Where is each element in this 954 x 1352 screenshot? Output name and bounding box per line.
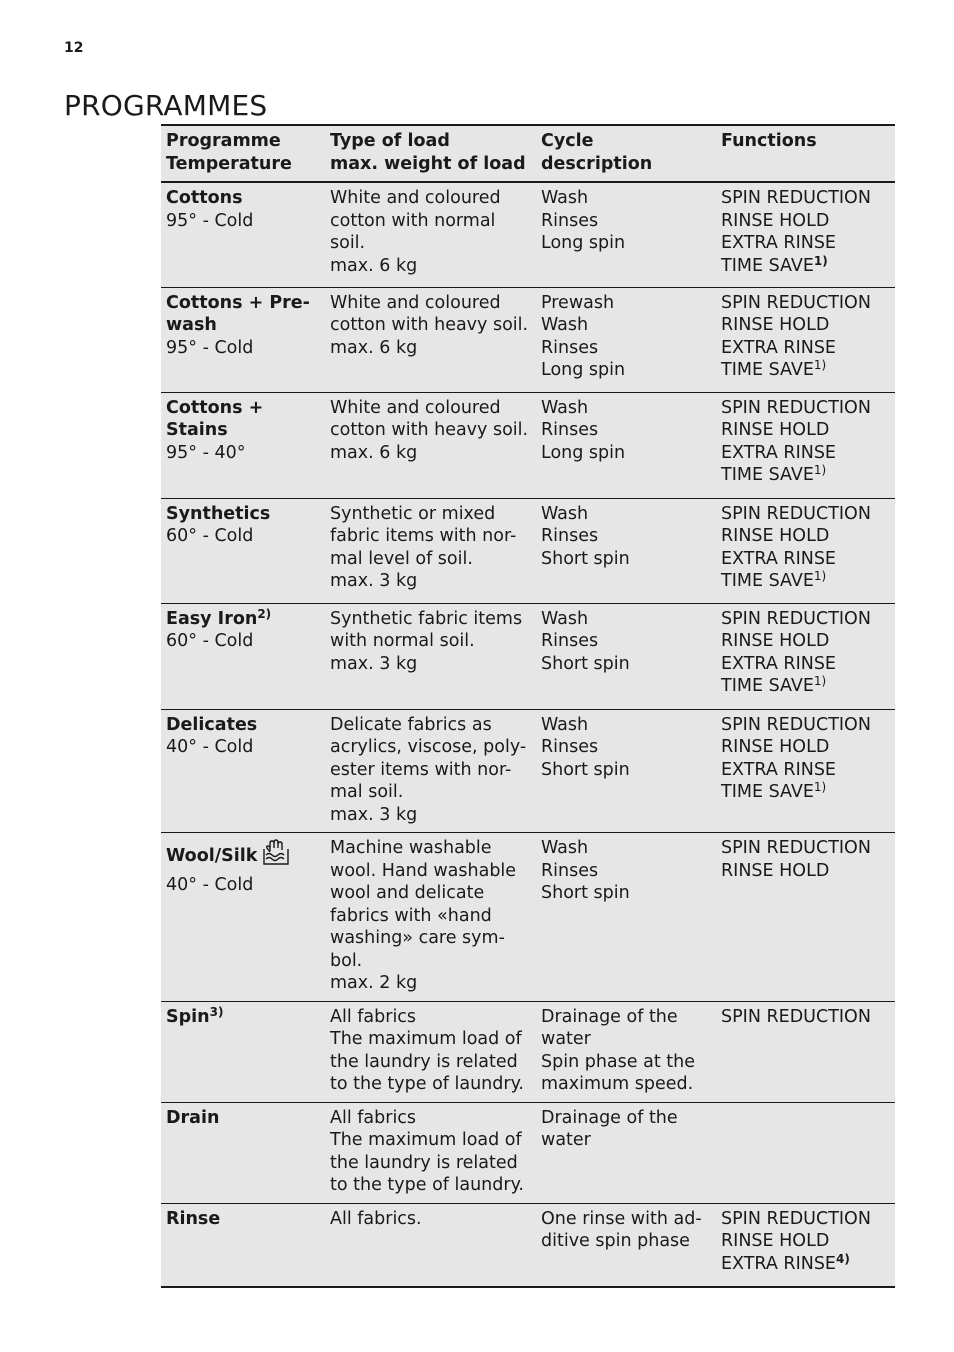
load-cell <box>325 603 536 709</box>
page-title: PROGRAMMES <box>64 88 268 122</box>
temperature-range: 95° - Cold <box>166 210 254 231</box>
programme-name <box>166 187 321 210</box>
cycle-step: Rinses <box>541 526 599 546</box>
cycle-cell <box>536 392 716 498</box>
function-name <box>721 1253 891 1276</box>
load-text: bol. <box>330 950 363 971</box>
function-name-text: RINSE HOLD <box>721 420 830 440</box>
function-name <box>721 1006 891 1029</box>
load-text: fabrics with «hand <box>330 905 492 926</box>
programme-cell <box>161 287 325 392</box>
load-text: acrylics, viscose, poly- <box>330 737 527 757</box>
cycle-step: One rinse with ad- <box>541 1208 702 1229</box>
programme-name <box>166 714 321 737</box>
load-text: White and coloured <box>330 397 501 418</box>
load-text: max. 2 kg <box>330 973 418 993</box>
cycle-step: water <box>541 1029 591 1049</box>
functions-cell <box>716 182 895 287</box>
function-name <box>721 232 891 255</box>
cycle-step: Long spin <box>541 442 626 463</box>
functions-cell <box>716 603 895 709</box>
load-text: The maximum load of <box>330 1029 522 1049</box>
cycle-step: Rinses <box>541 420 599 440</box>
function-name-text: TIME SAVE <box>721 571 814 591</box>
function-name-text: EXTRA RINSE <box>721 1253 836 1274</box>
footnote-marker: 1) <box>813 674 827 688</box>
programme-cell <box>161 182 325 287</box>
programme-name-text: Spin <box>166 1006 210 1027</box>
programme-name <box>166 837 321 874</box>
load-text: wool and delicate <box>330 883 485 903</box>
function-name <box>721 1230 891 1253</box>
cycle-step: Wash <box>541 397 589 418</box>
header-text: Type of load <box>330 131 450 151</box>
load-text: cotton with normal <box>330 210 496 231</box>
table-row <box>161 603 895 709</box>
cycle-step: Rinses <box>541 337 599 358</box>
programme-cell <box>161 709 325 833</box>
load-text: max. 3 kg <box>330 804 418 825</box>
functions-cell <box>716 833 895 1002</box>
load-text: Machine washable <box>330 838 492 858</box>
load-text: fabric items with nor- <box>330 526 517 546</box>
cycle-cell <box>536 182 716 287</box>
cycle-step: Short spin <box>541 759 630 780</box>
cycle-step: Short spin <box>541 548 630 569</box>
function-name-text: EXTRA RINSE <box>721 548 836 569</box>
header-text: Functions <box>721 131 817 151</box>
load-text: with normal soil. <box>330 631 475 651</box>
footnote-marker: 1) <box>813 463 827 477</box>
programme-name <box>166 314 321 337</box>
function-name <box>721 210 891 233</box>
function-name-text: RINSE HOLD <box>721 860 830 881</box>
load-cell <box>325 833 536 1002</box>
table-row <box>161 1102 895 1203</box>
function-name <box>721 397 891 420</box>
load-text: Synthetic or mixed <box>330 503 496 524</box>
programme-cell <box>161 1001 325 1102</box>
temperature-range: 95° - Cold <box>166 337 254 358</box>
cycle-step: Rinses <box>541 631 599 651</box>
temperature-range: 40° - Cold <box>166 874 254 895</box>
load-text: washing» care sym- <box>330 928 505 948</box>
programme-name-text: Delicates <box>166 714 258 735</box>
footnote-marker: 2) <box>257 606 272 621</box>
function-name <box>721 359 891 382</box>
footnote-marker: 4) <box>836 1251 850 1266</box>
header-text: description <box>541 153 653 174</box>
function-name <box>721 714 891 737</box>
function-name <box>721 860 891 883</box>
cycle-cell <box>536 709 716 833</box>
temperature-range: 40° - Cold <box>166 737 254 757</box>
function-name <box>721 255 891 278</box>
load-text: All fabrics. <box>330 1208 422 1229</box>
cycle-step: Wash <box>541 714 589 735</box>
hand-wash-icon <box>261 837 291 874</box>
programme-name-text: Cottons <box>166 188 243 208</box>
programme-name-text: Cottons + <box>166 397 264 418</box>
load-text: max. 6 kg <box>330 255 418 276</box>
function-name-text: SPIN REDUCTION <box>721 503 871 524</box>
programme-cell <box>161 392 325 498</box>
footnote-marker: 3) <box>209 1004 224 1019</box>
cycle-cell <box>536 287 716 392</box>
load-cell <box>325 287 536 392</box>
load-cell <box>325 1001 536 1102</box>
function-name <box>721 548 891 571</box>
load-text: the laundry is related <box>330 1152 518 1173</box>
table-body <box>161 182 895 1287</box>
load-text: mal soil. <box>330 782 404 802</box>
function-name <box>721 653 891 676</box>
programme-cell <box>161 498 325 603</box>
temperature-range: 60° - Cold <box>166 631 254 651</box>
cycle-step: Long spin <box>541 233 626 253</box>
load-text: wool. Hand washable <box>330 860 517 881</box>
function-name-text: EXTRA RINSE <box>721 653 836 674</box>
table-row <box>161 833 895 1002</box>
function-name <box>721 187 891 210</box>
load-text: max. 3 kg <box>330 571 418 591</box>
functions-cell <box>716 392 895 498</box>
load-cell <box>325 182 536 287</box>
cycle-step: Long spin <box>541 360 626 380</box>
function-name-text: EXTRA RINSE <box>721 442 836 463</box>
function-name-text: SPIN REDUCTION <box>721 1006 871 1027</box>
programme-name <box>166 419 321 442</box>
functions-cell <box>716 1203 895 1287</box>
function-name-text: EXTRA RINSE <box>721 759 836 780</box>
load-text: soil. <box>330 233 366 253</box>
function-name-text: SPIN REDUCTION <box>721 838 871 858</box>
load-text: max. 6 kg <box>330 442 418 463</box>
function-name-text: RINSE HOLD <box>721 210 830 231</box>
load-text: to the type of laundry. <box>330 1175 524 1195</box>
load-text: White and coloured <box>330 188 501 208</box>
footnote-marker: 1) <box>813 569 827 583</box>
page-number: 12 <box>64 40 84 56</box>
programme-name-text: Drain <box>166 1107 220 1128</box>
programme-name <box>166 1006 321 1029</box>
function-name <box>721 736 891 759</box>
programme-cell <box>161 833 325 1002</box>
function-name-text: TIME SAVE <box>721 465 814 485</box>
function-name-text: EXTRA RINSE <box>721 337 836 358</box>
programme-name-text: Synthetics <box>166 503 271 524</box>
function-name <box>721 464 891 487</box>
load-text: Delicate fabrics as <box>330 714 492 735</box>
programme-cell <box>161 1203 325 1287</box>
table-row <box>161 1203 895 1287</box>
function-name <box>721 1208 891 1231</box>
load-text: Synthetic fabric items <box>330 608 523 629</box>
function-name <box>721 314 891 337</box>
function-name-text: RINSE HOLD <box>721 315 830 335</box>
table-row <box>161 1001 895 1102</box>
cycle-step: maximum speed. <box>541 1074 694 1094</box>
function-name <box>721 337 891 360</box>
cycle-step: Wash <box>541 188 589 208</box>
temperature-range: 95° - 40° <box>166 442 246 463</box>
cycle-step: Short spin <box>541 883 630 903</box>
header-load <box>325 125 536 182</box>
cycle-cell <box>536 1001 716 1102</box>
function-name <box>721 608 891 631</box>
function-name-text: TIME SAVE <box>721 360 814 380</box>
programme-name-text: wash <box>166 315 217 335</box>
header-functions <box>716 125 895 182</box>
load-text: to the type of laundry. <box>330 1074 524 1094</box>
programme-name <box>166 397 321 420</box>
cycle-step: water <box>541 1130 591 1150</box>
footnote-marker: 1) <box>813 780 827 794</box>
function-name-text: SPIN REDUCTION <box>721 1208 871 1229</box>
function-name <box>721 630 891 653</box>
header-text: Cycle <box>541 131 594 151</box>
programme-name <box>166 292 321 315</box>
load-cell <box>325 1203 536 1287</box>
function-name-text: SPIN REDUCTION <box>721 714 871 735</box>
function-name-text: SPIN REDUCTION <box>721 188 871 208</box>
function-name-text: SPIN REDUCTION <box>721 397 871 418</box>
cycle-step: Wash <box>541 838 589 858</box>
load-text: max. 6 kg <box>330 337 418 358</box>
temperature-range: 60° - Cold <box>166 526 254 546</box>
cycle-cell <box>536 833 716 1002</box>
function-name <box>721 759 891 782</box>
programme-cell <box>161 603 325 709</box>
load-cell <box>325 392 536 498</box>
table-row <box>161 498 895 603</box>
functions-cell <box>716 287 895 392</box>
load-text: White and coloured <box>330 292 501 313</box>
programme-name-text: Wool/Silk <box>166 846 258 866</box>
function-name-text: TIME SAVE <box>721 676 814 696</box>
cycle-cell <box>536 1102 716 1203</box>
table-row <box>161 182 895 287</box>
cycle-step: Wash <box>541 503 589 524</box>
programme-name-text: Cottons + Pre- <box>166 292 310 313</box>
programme-name <box>166 503 321 526</box>
cycle-step: Prewash <box>541 292 615 313</box>
load-text: mal level of soil. <box>330 548 473 569</box>
function-name <box>721 675 891 698</box>
function-name-text: RINSE HOLD <box>721 737 830 757</box>
load-cell <box>325 1102 536 1203</box>
cycle-cell <box>536 603 716 709</box>
cycle-step: Wash <box>541 315 589 335</box>
table-header-row <box>161 125 895 182</box>
cycle-cell <box>536 498 716 603</box>
load-text: ester items with nor- <box>330 759 512 780</box>
function-name-text: RINSE HOLD <box>721 1231 830 1251</box>
programme-table <box>161 124 895 1288</box>
programme-name-text: Rinse <box>166 1208 221 1229</box>
load-text: The maximum load of <box>330 1130 522 1150</box>
function-name <box>721 781 891 804</box>
load-text: All fabrics <box>330 1107 417 1128</box>
function-name <box>721 570 891 593</box>
functions-cell <box>716 709 895 833</box>
load-text: the laundry is related <box>330 1051 518 1072</box>
programme-name <box>166 1107 321 1130</box>
programme-name <box>166 608 321 631</box>
function-name <box>721 292 891 315</box>
function-name <box>721 419 891 442</box>
load-text: cotton with heavy soil. <box>330 315 529 335</box>
cycle-step: Drainage of the <box>541 1006 678 1027</box>
footnote-marker: 1) <box>813 358 827 372</box>
function-name-text: SPIN REDUCTION <box>721 292 871 313</box>
function-name-text: TIME SAVE <box>721 782 814 802</box>
cycle-step: Wash <box>541 608 589 629</box>
cycle-step: ditive spin phase <box>541 1231 690 1251</box>
function-name <box>721 503 891 526</box>
cycle-cell <box>536 1203 716 1287</box>
programme-cell <box>161 1102 325 1203</box>
header-text: Programme <box>166 131 281 151</box>
header-text: max. weight of load <box>330 153 526 174</box>
table-row <box>161 392 895 498</box>
cycle-step: Rinses <box>541 737 599 757</box>
programme-name-text: Stains <box>166 420 228 440</box>
cycle-step: Rinses <box>541 860 599 881</box>
header-cycle <box>536 125 716 182</box>
function-name-text: EXTRA RINSE <box>721 233 836 253</box>
functions-cell <box>716 498 895 603</box>
function-name <box>721 837 891 860</box>
load-text: cotton with heavy soil. <box>330 420 529 440</box>
header-programme <box>161 125 325 182</box>
programme-name-text: Easy Iron <box>166 608 258 629</box>
load-text: All fabrics <box>330 1006 417 1027</box>
load-cell <box>325 709 536 833</box>
function-name-text: RINSE HOLD <box>721 631 830 651</box>
functions-cell <box>716 1102 895 1203</box>
load-text: max. 3 kg <box>330 653 418 674</box>
footnote-marker: 1) <box>813 253 828 268</box>
table-row <box>161 287 895 392</box>
function-name <box>721 525 891 548</box>
cycle-step: Short spin <box>541 653 630 674</box>
header-text: Temperature <box>166 153 292 174</box>
cycle-step: Spin phase at the <box>541 1051 695 1072</box>
programme-name <box>166 1208 321 1231</box>
load-cell <box>325 498 536 603</box>
function-name-text: TIME SAVE <box>721 255 814 276</box>
table-row <box>161 709 895 833</box>
cycle-step: Rinses <box>541 210 599 231</box>
functions-cell <box>716 1001 895 1102</box>
function-name-text: SPIN REDUCTION <box>721 608 871 629</box>
function-name <box>721 442 891 465</box>
function-name-text: RINSE HOLD <box>721 526 830 546</box>
cycle-step: Drainage of the <box>541 1107 678 1128</box>
